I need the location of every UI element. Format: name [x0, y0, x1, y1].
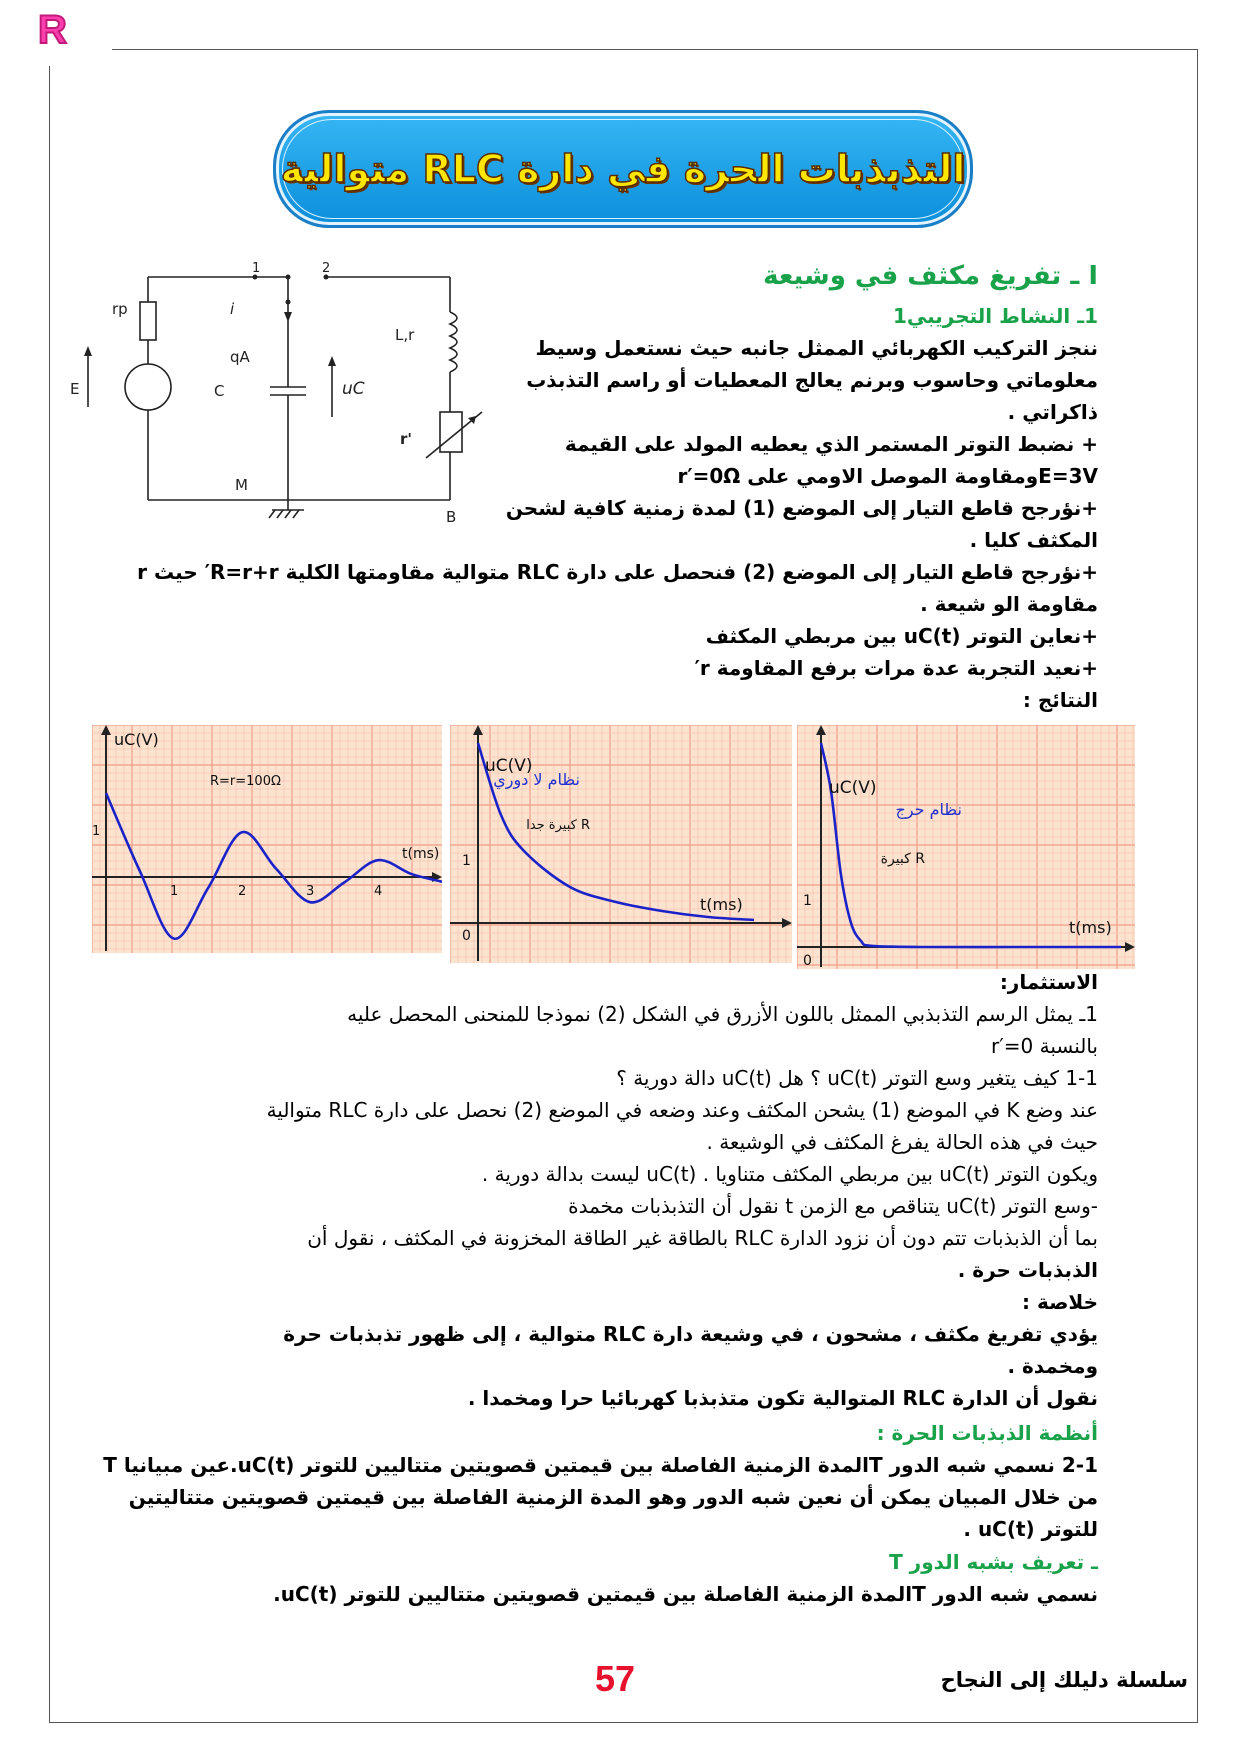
page-title: التذبذبات الحرة في دارة RLC متوالية — [280, 147, 966, 191]
x-axis-label: t(ms) — [700, 895, 743, 914]
x-axis-label: t(ms) — [402, 846, 440, 862]
text-line: المكثف كليا . — [969, 528, 1098, 552]
frame-bottom — [49, 1722, 1198, 1723]
definition-text: نسمي شبه الدور Tالمدة الزمنية الفاصلة بين قيمتين قصويتين متتاليين للتوتر uC(t). — [273, 1582, 1098, 1606]
text-line: الذبذبات حرة . — [957, 1258, 1098, 1282]
text-line: + نضبط التوتر المستمر الذي يعطيه المولد على القيمة — [564, 432, 1098, 456]
series-title: سلسلة دليلك إلى النجاح — [940, 1668, 1188, 1692]
text-line: ومخمدة . — [1007, 1354, 1098, 1378]
label-C: C — [214, 382, 225, 400]
label-q: qA — [230, 348, 250, 366]
label-pos2: 2 — [322, 262, 331, 276]
text-line: ويكون التوتر uC(t) بين مربطي المكثف متناويا . uC(t) ليست بدالة دورية . — [481, 1162, 1098, 1186]
section-heading: I ـ تفريغ مكثف في وشيعة — [763, 261, 1098, 291]
text-line: معلوماتي وحاسوب وبرنم يعالج المعطيات أو راسم التذبذب — [526, 368, 1098, 392]
text-line: خلاصة : — [1021, 1290, 1098, 1314]
text-line: من خلال المبيان يمكن أن نعين شبه الدور وهو المدة الزمنية الفاصلة بين قيمتين قصويتين متتاليتين — [128, 1485, 1098, 1509]
text-line: 2-1 نسمي شبه الدور Tالمدة الزمنية الفاصلة بين قيمتين قصويتين متتاليين للتوتر uC(t).عين مبيانيا T — [103, 1453, 1098, 1477]
text-line: +نؤرجح قاطع التيار إلى الموضع (1) لمدة زمنية كافية لشحن — [505, 496, 1098, 520]
text-line: مقاومة الو شيعة . — [920, 592, 1098, 616]
label-pos1: 1 — [252, 262, 261, 276]
text-line: ننجز التركيب الكهربائي الممثل جانبه حيث نستعمل وسيط — [535, 336, 1098, 360]
text-line: عند وضع K في الموضع (1) يشحن المكثف وعند وضعه في الموضع (2) نحصل على دارة RLC متوالية — [266, 1098, 1098, 1122]
regime-label: نظام لا دوري — [493, 770, 580, 789]
label-i: i — [230, 300, 235, 318]
page-number: 57 — [595, 1658, 636, 1699]
frame-right — [1197, 49, 1198, 1722]
label-L: L,r — [395, 326, 415, 344]
graph-pseudo-periodic — [92, 725, 442, 953]
x-tick-label: 2 — [238, 884, 247, 899]
y-axis-label: uC(V) — [114, 730, 159, 749]
frame-left — [49, 66, 50, 1722]
origin-label: 0 — [803, 953, 812, 969]
x-tick-label: 1 — [170, 884, 179, 899]
analysis-heading: الاستثمار: — [999, 970, 1098, 994]
text-line: +نعيد التجربة عدة مرات برفع المقاومة r′ — [694, 656, 1098, 680]
text-line: يؤدي تفريغ مكثف ، مشحون ، في وشيعة دارة RLC متوالية ، إلى ظهور تذبذبات حرة — [283, 1322, 1098, 1346]
text-line: بالنسبة r′=0 — [991, 1034, 1098, 1058]
label-E: E — [70, 380, 80, 398]
x-tick-label: 3 — [306, 884, 315, 899]
label-rprime: r' — [400, 430, 412, 448]
graph-background — [92, 725, 442, 953]
text-line: +نعاين التوتر uC(t) بين مربطي المكثف — [705, 624, 1098, 648]
graph-note: R كبيرة — [880, 851, 925, 867]
activity-heading: 1ـ النشاط التجريبي1 — [892, 304, 1098, 328]
y-tick-label: 1 — [462, 853, 471, 869]
label-M: M — [235, 476, 248, 494]
x-tick-label: 4 — [374, 884, 383, 899]
graph-note: R=r=100Ω — [210, 774, 281, 789]
text-line: +نؤرجح قاطع التيار إلى الموضع (2) فنحصل على دارة RLC متوالية مقاومتها الكلية R=r+r′ حيث r — [137, 560, 1098, 584]
text-line: 1ـ يمثل الرسم التذبذبي الممثل باللون الأزرق في الشكل (2) نموذجا للمنحنى المحصل عليه — [347, 1002, 1098, 1026]
graph-aperiodic — [450, 725, 792, 963]
results-label: النتائج : — [1022, 688, 1098, 712]
graph-note: R كبيرة جدا — [526, 818, 590, 833]
text-line: للتوتر uC(t) . — [963, 1517, 1098, 1541]
title-banner — [273, 110, 973, 228]
text-line: -وسع التوتر uC(t) يتناقص مع الزمن t نقول أن التذبذبات مخمدة — [568, 1194, 1098, 1218]
label-B: B — [446, 508, 457, 526]
circuit-diagram — [70, 262, 490, 532]
y-tick-label: 1 — [803, 893, 812, 909]
frame-top — [112, 49, 1197, 50]
text-line: بما أن الذبذبات تتم دون أن نزود الدارة RLC بالطاقة غير الطاقة المخزونة في المكثف ، نقول أن — [307, 1226, 1098, 1250]
y-tick-label: 1 — [92, 824, 101, 839]
regimes-heading: أنظمة الذبذبات الحرة : — [876, 1421, 1098, 1445]
regime-label: نظام حرج — [895, 800, 962, 819]
text-line: ذاكراتي . — [1007, 400, 1098, 424]
definition-heading: ـ تعريف بشبه الدور T — [889, 1550, 1098, 1574]
x-axis-label: t(ms) — [1069, 918, 1112, 937]
graph-critical — [797, 725, 1135, 969]
text-line: حيث في هذه الحالة يفرغ المكثف في الوشيعة . — [706, 1130, 1098, 1154]
text-line: E=3Vومقاومة الموصل الاومي على r′=0Ω — [677, 464, 1098, 488]
y-axis-label: uC(V) — [485, 756, 533, 776]
logo: R — [38, 8, 67, 52]
label-uc: uC — [342, 379, 365, 399]
text-line: 1-1 كيف يتغير وسع التوتر uC(t) ؟ هل uC(t) دالة دورية ؟ — [616, 1066, 1098, 1090]
label-rp: rp — [112, 300, 128, 318]
origin-label: 0 — [462, 928, 471, 944]
y-axis-label: uC(V) — [829, 778, 877, 798]
text-line: نقول أن الدارة RLC المتوالية تكون متذبذبا كهربائيا حرا ومخمدا . — [467, 1386, 1098, 1410]
